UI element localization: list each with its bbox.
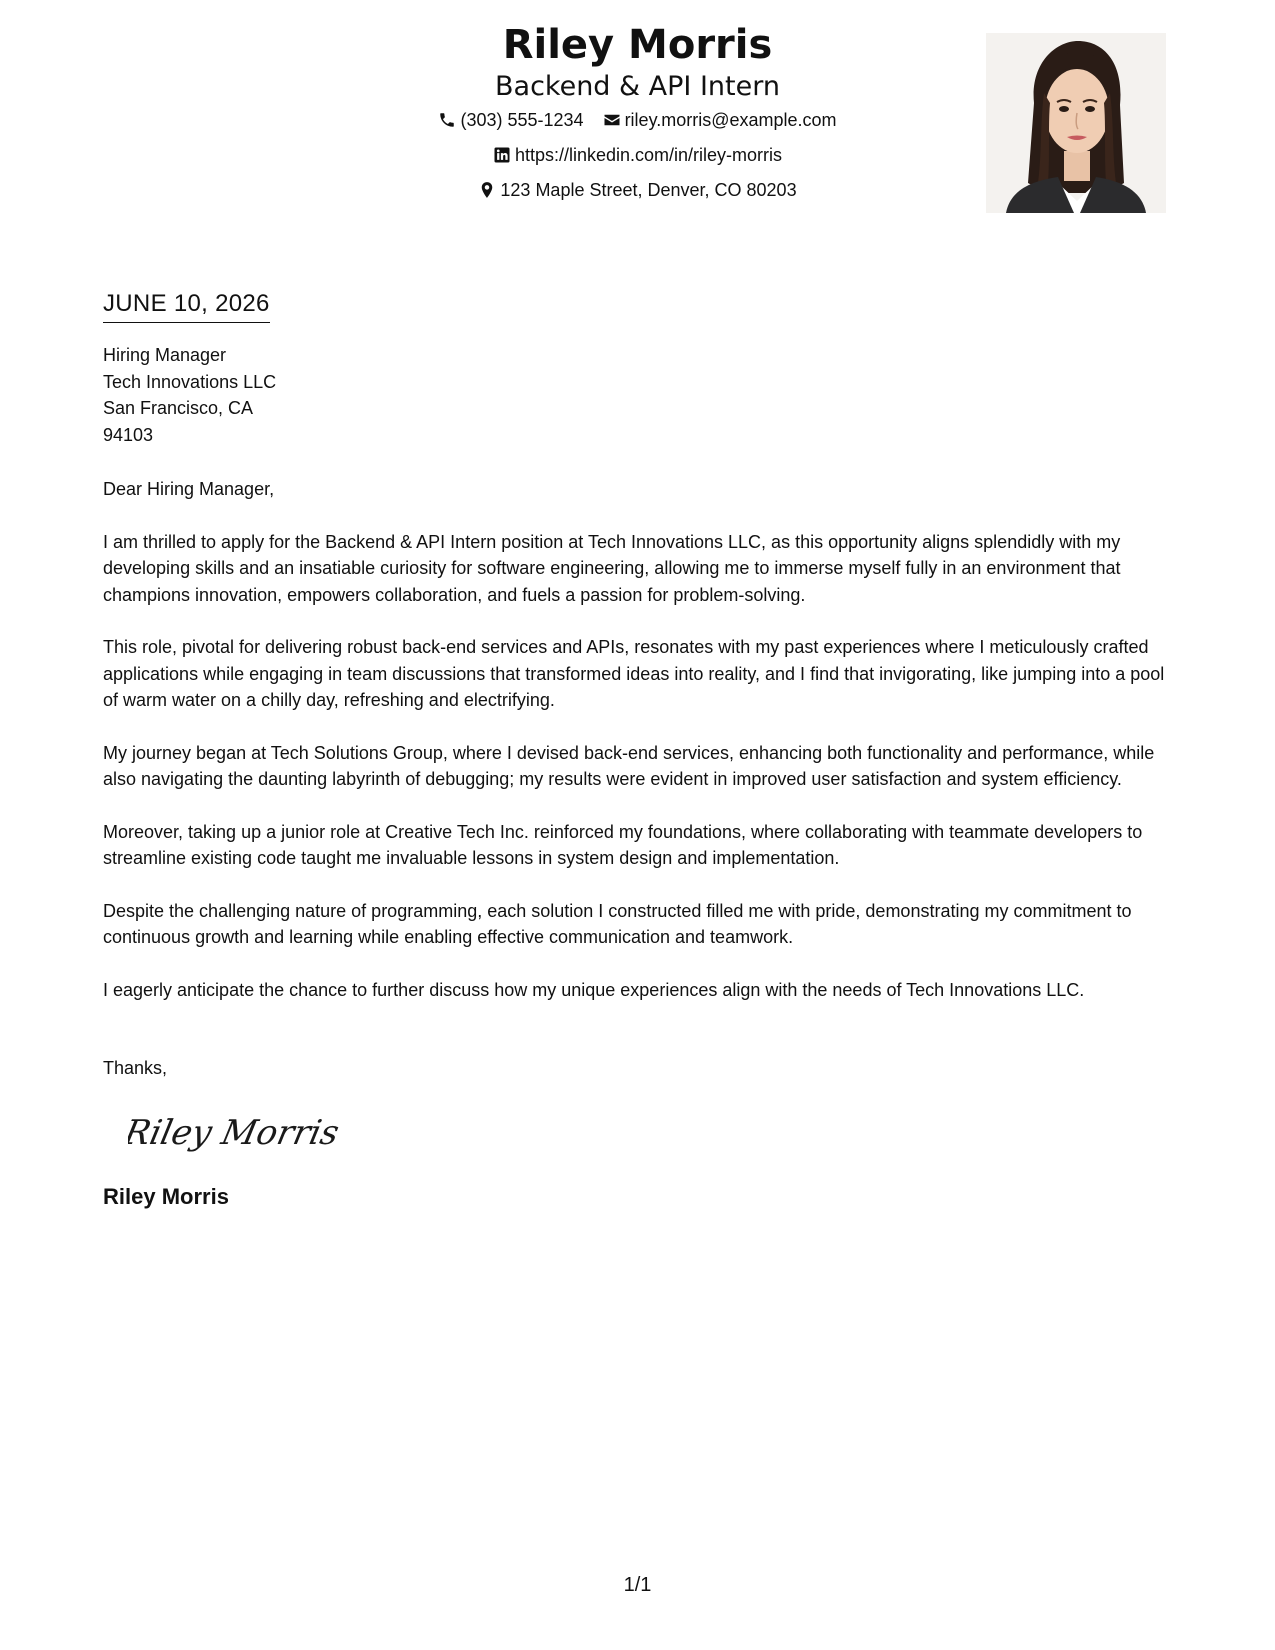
linkedin-url[interactable]: https://linkedin.com/in/riley-morris [514, 145, 783, 165]
recipient-line-3: San Francisco, CA [103, 398, 254, 418]
address-contact [478, 174, 796, 206]
body-paragraph-3: My journey began at Tech Solutions Group, where I devised back-end services, enhancing both functionality and performance, while also navigating the daunting labyrinth of debugging; my results were evident in improved user satisfaction and system efficiency. [103, 742, 1155, 789]
profile-photo [986, 33, 1166, 213]
postal-address: 123 Maple Street, Denver, CO 80203 [500, 180, 797, 200]
body-paragraph-1: I am thrilled to apply for the Backend & API Intern position at Tech Innovations LLC, as this opportunity aligns splendidly with my developing skills and an insatiable curiosity for software engineering, allowing me to immerse myself fully in an environment that champions innovation, empowers collaboration, and fuels a passion for problem-solving. [103, 531, 1121, 605]
applicant-name: Riley Morris [502, 22, 773, 68]
phone-icon [438, 111, 456, 129]
phone-contact [438, 104, 583, 136]
envelope-icon [603, 111, 621, 129]
email-address[interactable]: riley.morris@example.com [624, 110, 837, 130]
linkedin-icon [493, 146, 511, 164]
body-paragraph-6: I eagerly anticipate the chance to further discuss how my unique experiences align with the needs of Tech Innovations LLC. [103, 979, 1085, 1000]
letter-date: JUNE 10, 2026 [103, 288, 270, 323]
signature-text: Riley Morris [128, 1112, 343, 1153]
recipient-line-2: Tech Innovations LLC [103, 371, 277, 392]
recipient-line-1: Hiring Manager [103, 345, 227, 365]
salutation: Dear Hiring Manager, [103, 479, 275, 499]
recipient-line-4: 94103 [103, 424, 154, 445]
applicant-job-title: Backend & API Intern [495, 71, 780, 102]
linkedin-contact[interactable] [493, 139, 782, 171]
letter-header [0, 20, 1275, 220]
handwritten-signature [128, 1108, 343, 1158]
closing-phrase: Thanks, [103, 1058, 168, 1078]
body-paragraph-4: Moreover, taking up a junior role at Creative Tech Inc. reinforced my foundations, where collaborating with teammate developers to streamline existing code taught me invaluable lessons in system design and implementation. [103, 821, 1143, 868]
letter-body [103, 288, 1178, 1211]
page-number: 1/1 [623, 1574, 652, 1596]
recipient-block [103, 342, 1178, 448]
signer-name: Riley Morris [103, 1184, 229, 1209]
email-contact[interactable] [603, 104, 837, 136]
portrait-illustration [986, 33, 1166, 213]
body-paragraph-2: This role, pivotal for delivering robust back-end services and APIs, resonates with my past experiences where I meticulously crafted applications while engaging in team discussions that transformed ideas into reality, and I find that invigorating, like jumping into a pool of warm water on a chilly day, refreshing and electrifying. [103, 637, 1165, 710]
map-pin-icon [478, 181, 496, 199]
phone-number: (303) 555-1234 [460, 110, 584, 130]
body-paragraph-5: Despite the challenging nature of programming, each solution I constructed filled me with pride, demonstrating my commitment to continuous growth and learning while enabling effective communication and teamwork. [103, 900, 1132, 947]
